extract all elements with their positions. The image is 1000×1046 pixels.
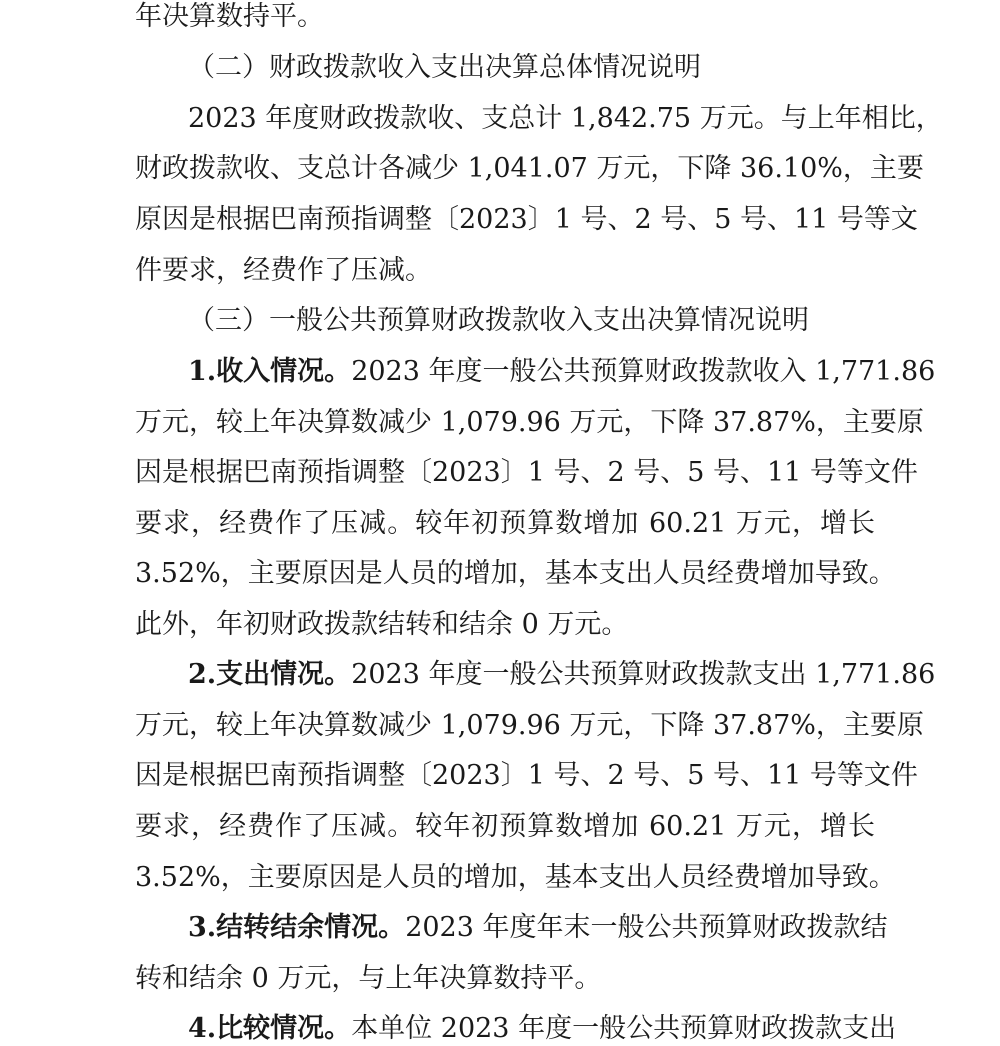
- text-line-5: 原因是根据巴南预指调整〔2023〕1 号、2 号、5 号、11 号等文: [135, 204, 918, 235]
- text-line-4: 财政拨款收、支总计各减少 1,041.07 万元，下降 36.10%，主要: [135, 153, 924, 184]
- text-line-6: 件要求，经费作了压减。: [135, 255, 432, 286]
- text-line-1: 年决算数持平。: [135, 1, 324, 32]
- text-line-carryover: 3.结转结余情况。2023 年度年末一般公共预算财政拨款结: [188, 912, 888, 943]
- text-line-9: 万元，较上年决算数减少 1,079.96 万元，下降 37.87%，主要原: [135, 407, 924, 438]
- text-line-17: 要求，经费作了压减。较年初预算数增加 60.21 万元，增长: [135, 811, 875, 842]
- text-line-13: 此外，年初财政拨款结转和结余 0 万元。: [135, 609, 629, 640]
- text-line-11: 要求，经费作了压减。较年初预算数增加 60.21 万元，增长: [135, 508, 875, 539]
- text-line-12: 3.52%，主要原因是人员的增加，基本支出人员经费增加导致。: [135, 558, 896, 589]
- text-line-18: 3.52%，主要原因是人员的增加，基本支出人员经费增加导致。: [135, 862, 896, 893]
- text-line-10: 因是根据巴南预指调整〔2023〕1 号、2 号、5 号、11 号等文件: [135, 457, 918, 488]
- text-line-16: 因是根据巴南预指调整〔2023〕1 号、2 号、5 号、11 号等文件: [135, 760, 918, 791]
- text-line-compare: 4.比较情况。本单位 2023 年度一般公共预算财政拨款支出: [188, 1013, 897, 1044]
- subheading-expense: 2.支出情况。: [188, 659, 352, 690]
- text-line-20: 转和结余 0 万元，与上年决算数持平。: [135, 963, 602, 994]
- text-line-3: 2023 年度财政拨款收、支总计 1,842.75 万元。与上年相比，: [188, 103, 943, 134]
- text-line-expense: 2.支出情况。2023 年度一般公共预算财政拨款支出 1,771.86: [188, 659, 936, 690]
- subheading-income: 1.收入情况。: [188, 356, 352, 387]
- text-line-15: 万元，较上年决算数减少 1,079.96 万元，下降 37.87%，主要原: [135, 710, 924, 741]
- text-line-income: 1.收入情况。2023 年度一般公共预算财政拨款收入 1,771.86: [188, 356, 936, 387]
- subheading-compare: 4.比较情况。: [188, 1013, 352, 1044]
- section-heading-2: （二）财政拨款收入支出决算总体情况说明: [188, 52, 701, 83]
- section-heading-3: （三）一般公共预算财政拨款收入支出决算情况说明: [188, 305, 809, 336]
- subheading-carryover: 3.结转结余情况。: [188, 912, 406, 943]
